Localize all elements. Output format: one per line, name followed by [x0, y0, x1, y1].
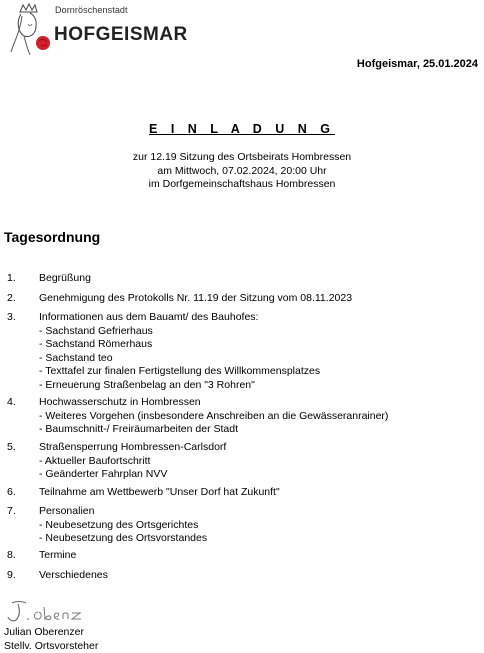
city-logo [6, 2, 188, 56]
agenda-item-number: 3. [7, 311, 16, 323]
agenda-item-title: Termine [39, 549, 77, 561]
document-date: Hofgeismar, 25.01.2024 [356, 58, 478, 70]
agenda-item-title: Hochwasserschutz in Hombressen [39, 396, 201, 408]
agenda-subitem: - Neubesetzung des Ortsgerichtes [39, 518, 199, 531]
agenda-item-number: 4. [7, 396, 16, 408]
agenda-subitem: - Sachstand Römerhaus [39, 338, 153, 350]
agenda-subitem: - Baumschnitt-/ Freiräumarbeiten der Stadt [39, 423, 238, 435]
agenda-item-number: 1. [7, 272, 16, 284]
agenda-subitem: - Weiteres Vorgehen (insbesondere Anschreiben an die Gewässeranrainer) [39, 409, 389, 422]
logo-tagline: Dornröschenstadt [55, 5, 128, 15]
agenda-item-title: Teilnahme am Wettbewerb "Unser Dorf hat Zukunft" [39, 486, 280, 498]
document-title: E I N L A D U N G [149, 122, 335, 136]
logo-city-name: HOFGEISMAR [54, 24, 188, 45]
agenda-subitem: - Geänderter Fahrplan NVV [39, 468, 168, 480]
signer-role: Stellv. Ortsvorsteher [4, 639, 99, 652]
meeting-line: am Mittwoch, 07.02.2024, 20:00 Uhr [157, 164, 327, 177]
agenda-item-number: 2. [7, 292, 16, 304]
agenda-item-title: Informationen aus dem Bauamt/ des Bauhofes: [39, 311, 259, 323]
agenda-item-number: 7. [7, 505, 16, 517]
agenda-subitem: - Neubesetzung des Ortsvorstandes [39, 532, 208, 544]
agenda-subitem: - Texttafel zur finalen Fertigstellung des Willkommensplatzes [39, 365, 321, 377]
agenda-item-title: Straßensperrung Hombressen-Carlsdorf [39, 441, 227, 453]
agenda-item-number: 9. [7, 569, 16, 581]
agenda-heading: Tagesordnung [4, 229, 101, 245]
handwritten-signature [4, 598, 114, 626]
agenda-subitem: - Erneuerung Straßenbelag an den "3 Rohren" [39, 378, 255, 391]
signer-name: Julian Oberenzer [4, 626, 84, 638]
signer-block [4, 626, 98, 653]
agenda-item-title: Verschiedenes [39, 569, 108, 581]
agenda-item-number: 8. [7, 549, 16, 561]
meeting-details [0, 151, 484, 192]
agenda-subitem: - Aktueller Baufortschritt [39, 454, 151, 467]
agenda-item-title: Personalien [39, 505, 95, 517]
agenda-item-number: 6. [7, 486, 16, 498]
agenda-item-number: 5. [7, 441, 16, 453]
rose-princess-icon [6, 2, 52, 56]
agenda-item-title: Begrüßung [39, 272, 91, 284]
agenda-subitem: - Sachstand Gefrierhaus [39, 324, 153, 337]
meeting-line: im Dorfgemeinschaftshaus Hombressen [148, 178, 336, 190]
agenda-item-title: Genehmigung des Protokolls Nr. 11.19 der Sitzung vom 08.11.2023 [39, 292, 353, 304]
agenda-subitem: - Sachstand teo [39, 351, 113, 364]
meeting-line: zur 12.19 Sitzung des Ortsbeirats Hombressen [132, 151, 352, 163]
